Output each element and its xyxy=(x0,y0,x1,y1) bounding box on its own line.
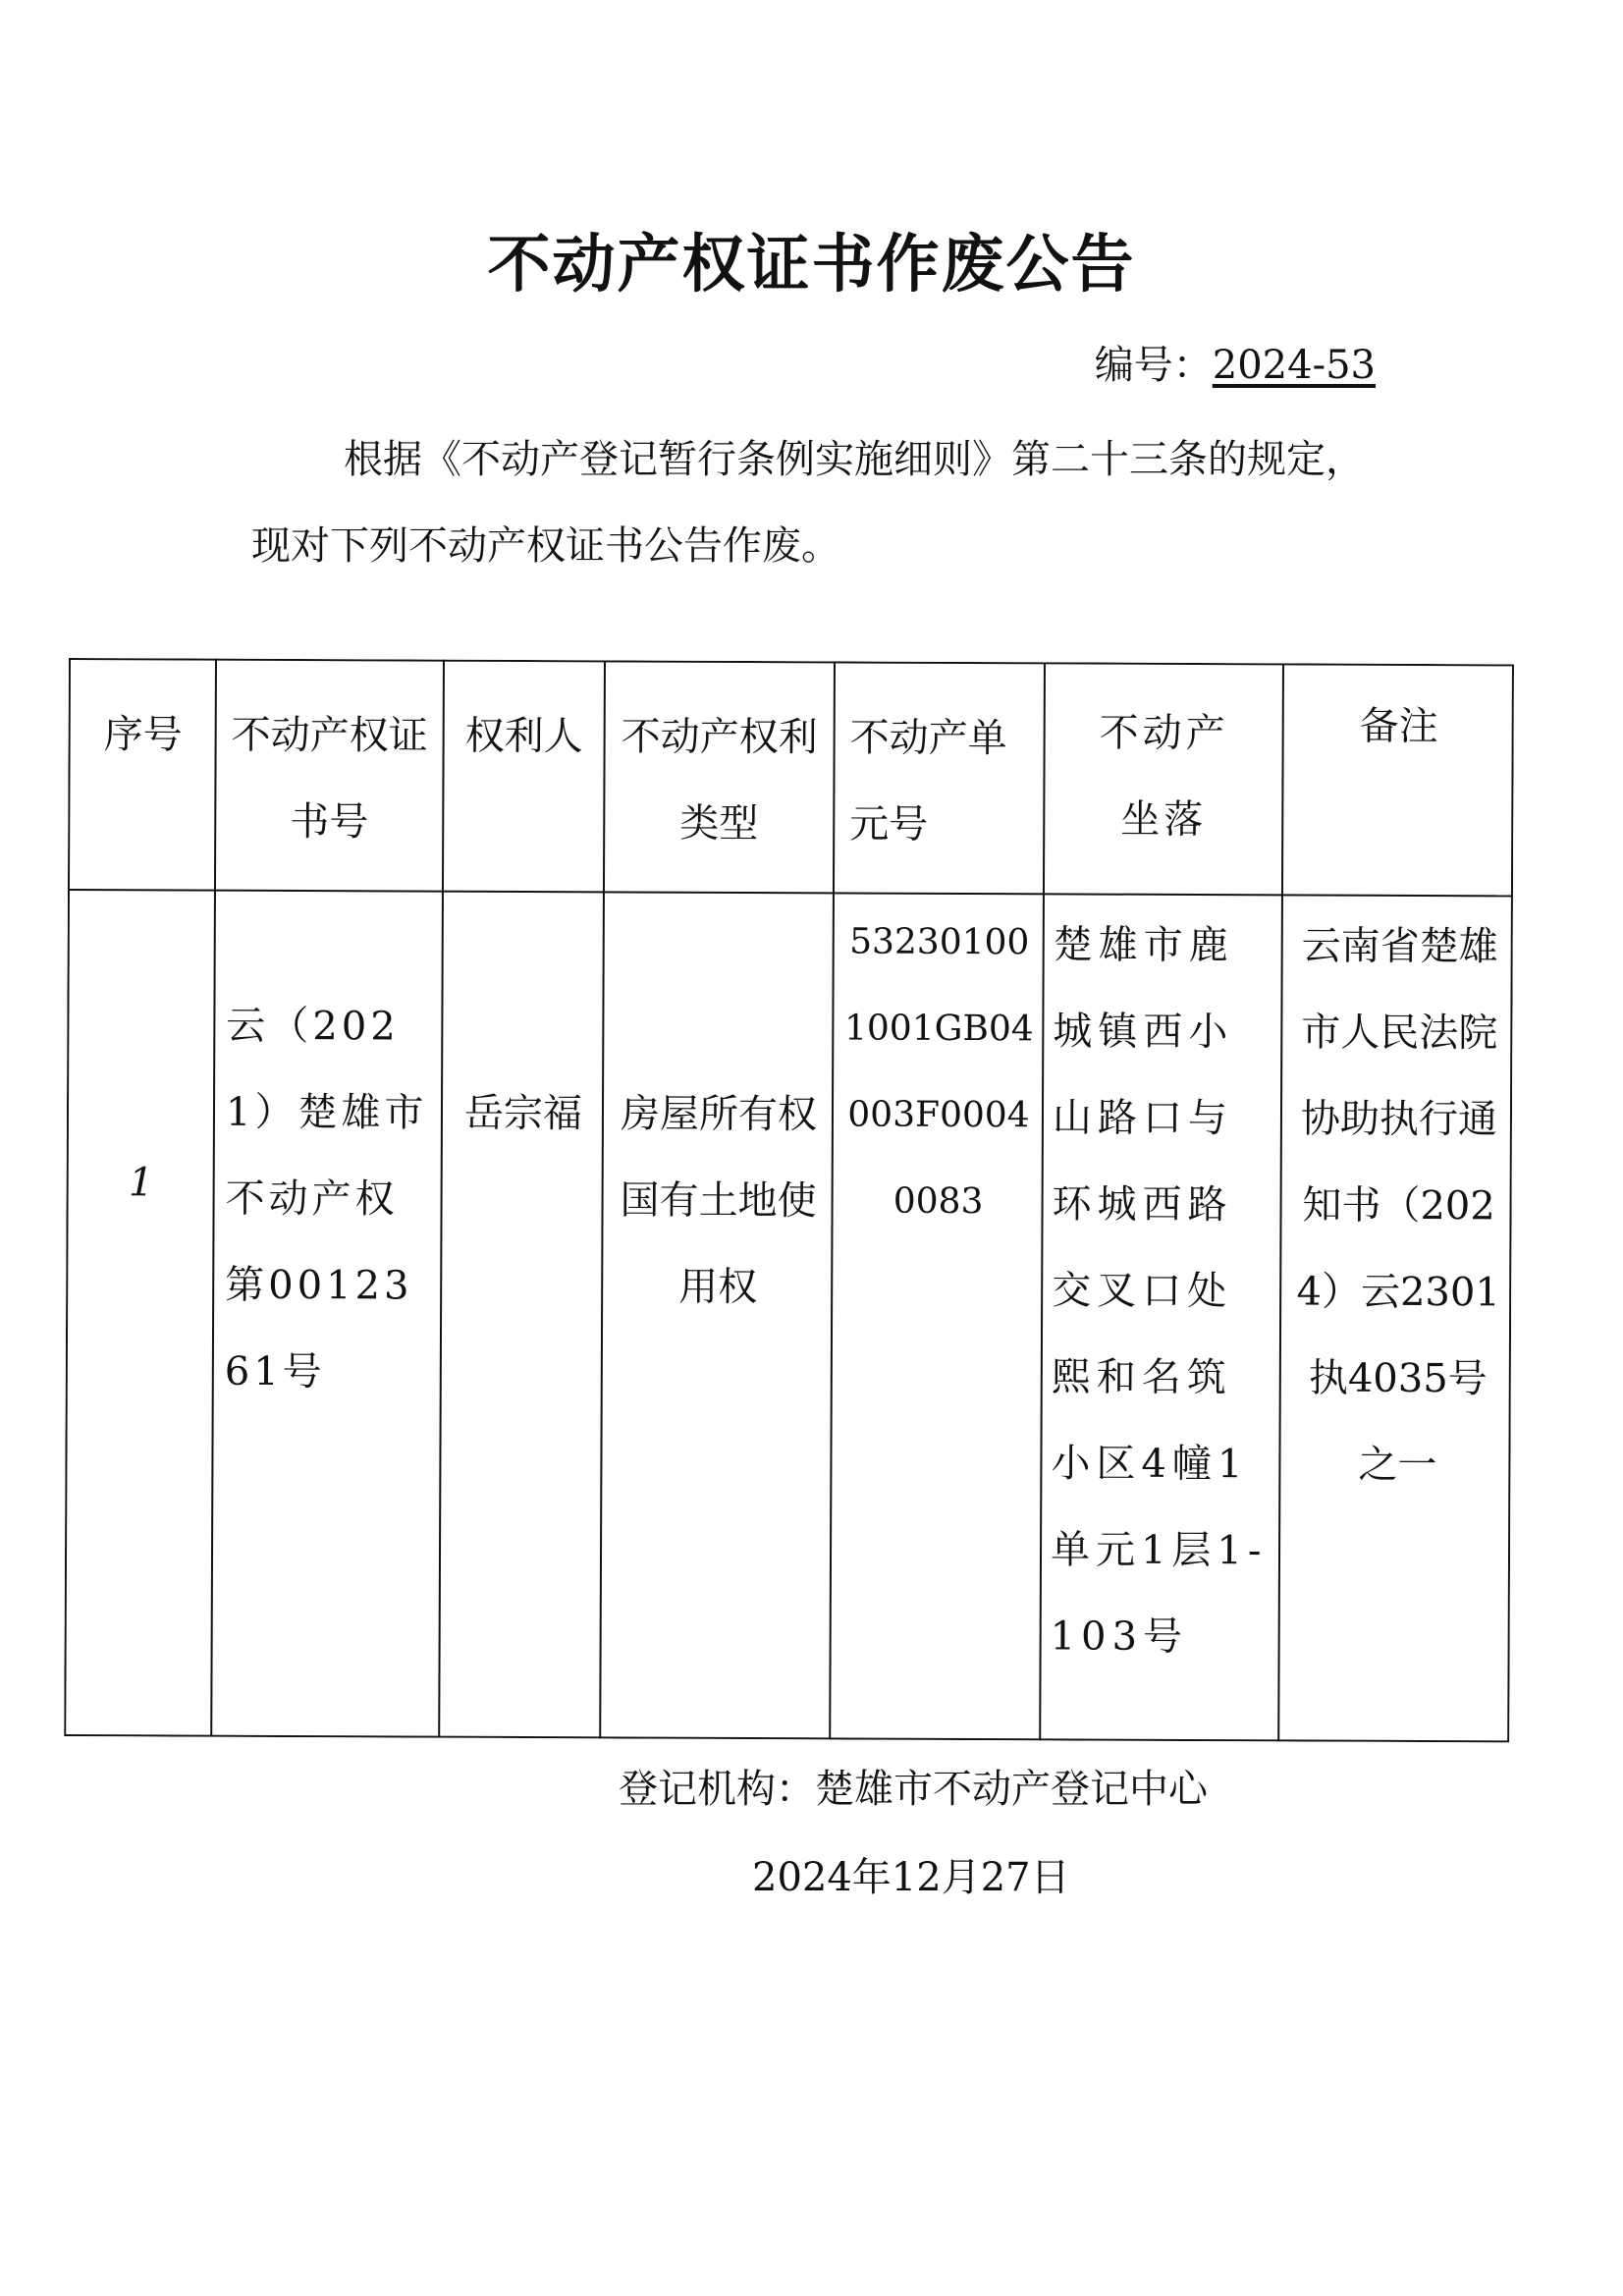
announcement-date: 2024年12月27日 xyxy=(752,1855,1070,1900)
document-number xyxy=(1095,334,1376,390)
row-right-type: 房屋所有权 国有土地使用权 xyxy=(620,1091,818,1311)
certificate-table xyxy=(64,658,1514,1742)
header-remark: 备注 xyxy=(1359,703,1438,750)
header-right-type: 不动产权利类型 xyxy=(621,714,818,847)
row-certificate: 云（2021）楚雄市不动产权第0012361号 xyxy=(224,1003,428,1395)
header-index: 序号 xyxy=(103,712,183,758)
registration-organization: 登记机构：楚雄市不动产登记中心 xyxy=(619,1767,1208,1812)
row-holder: 岳宗福 xyxy=(463,1090,583,1137)
header-certificate: 不动产权证书号 xyxy=(231,712,428,846)
row-unit-no: 532301001001GB04003F00040083 xyxy=(843,921,1034,1223)
row-remark: 云南省楚雄市人民法院协助执行通知书（2024）云2301执4035号之一 xyxy=(1296,923,1500,1489)
page-title: 不动产权证书作废公告 xyxy=(487,229,1136,301)
header-holder: 权利人 xyxy=(464,713,583,760)
header-unit-no: 不动产单元号 xyxy=(849,715,1007,847)
document-number-label: 编号： xyxy=(1094,343,1213,388)
row-index: 1 xyxy=(128,1160,154,1206)
row-location: 楚雄市鹿城镇西小山路口与环城西路交叉口处熙和名筑小区4幢1单元1层1-103号 xyxy=(1050,922,1268,1660)
document-number-value: 2024-53 xyxy=(1212,343,1376,388)
intro-paragraph: 根据《不动产登记暂行条例实施细则》第二十三条的规定，现对下列不动产权证书公告作废。 xyxy=(251,437,1365,569)
header-location: 不动产坐落 xyxy=(1099,710,1229,844)
